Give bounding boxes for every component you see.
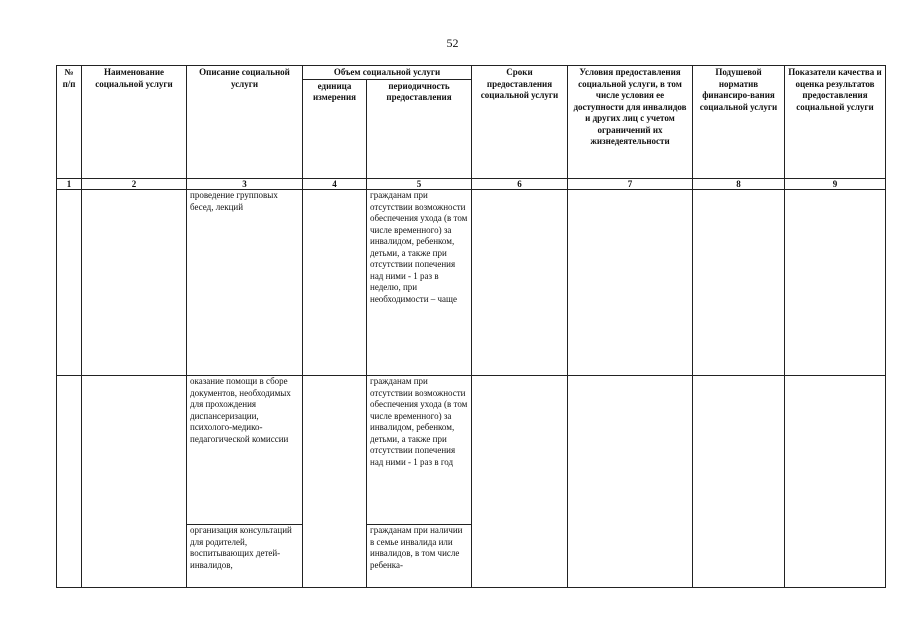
header-financing-norm: Подушевой норматив финансиро-вания социальной услуги	[693, 66, 785, 179]
cell-empty	[303, 190, 367, 376]
column-number: 9	[785, 179, 886, 190]
cell-periodicity: гражданам при отсутствии возможности обеспечения ухода (в том числе временного) за инвалидом, ребенком, детьми, а также при отсутствии попечения над ними - 1 раз в неделю, при необходимости – чаще	[367, 190, 472, 376]
column-number: 4	[303, 179, 367, 190]
column-numbers-row	[57, 179, 886, 190]
table-row	[57, 190, 886, 376]
header-service-name: Наименование социальной услуги	[82, 66, 187, 179]
column-number: 2	[82, 179, 187, 190]
header-periodicity: периодичность предоставления	[367, 79, 472, 179]
social-services-table	[56, 65, 886, 588]
header-terms: Сроки предоставления социальной услуги	[472, 66, 568, 179]
column-number: 3	[187, 179, 303, 190]
cell-empty	[693, 376, 785, 588]
cell-empty	[82, 190, 187, 376]
column-number: 1	[57, 179, 82, 190]
table-row	[57, 376, 886, 525]
cell-description: оказание помощи в сборе документов, необходимых для прохождения диспансеризации, психолого-медико-педагогической комиссии	[187, 376, 303, 525]
header-unit: единица измерения	[303, 79, 367, 179]
header-number: № п/п	[57, 66, 82, 179]
cell-empty	[693, 190, 785, 376]
column-number: 5	[367, 179, 472, 190]
header-row	[57, 66, 886, 80]
cell-empty	[82, 376, 187, 588]
cell-periodicity: гражданам при наличии в семье инвалида или инвалидов, в том числе ребенка-	[367, 525, 472, 588]
cell-empty	[57, 190, 82, 376]
cell-empty	[472, 190, 568, 376]
header-conditions: Условия предоставления социальной услуги, в том числе условия ее доступности для инвалидов и других лиц с учетом ограничений их жизнедеятельности	[568, 66, 693, 179]
cell-empty	[57, 376, 82, 588]
cell-empty	[568, 376, 693, 588]
column-number: 6	[472, 179, 568, 190]
cell-empty	[568, 190, 693, 376]
cell-empty	[785, 190, 886, 376]
cell-empty	[472, 376, 568, 588]
column-number: 7	[568, 179, 693, 190]
cell-description: организация консультаций для родителей, воспитывающих детей-инвалидов,	[187, 525, 303, 588]
cell-description: проведение групповых бесед, лекций	[187, 190, 303, 376]
column-number: 8	[693, 179, 785, 190]
cell-periodicity: гражданам при отсутствии возможности обеспечения ухода (в том числе временного) за инвалидом, ребенком, детьми, а также при отсутствии попечения над ними - 1 раз в год	[367, 376, 472, 525]
header-service-description: Описание социальной услуги	[187, 66, 303, 179]
header-quality-indicators: Показатели качества и оценка результатов предоставления социальной услуги	[785, 66, 886, 179]
cell-empty	[303, 376, 367, 588]
page-number: 52	[446, 36, 459, 50]
header-volume-group: Объем социальной услуги	[303, 66, 472, 80]
cell-empty	[785, 376, 886, 588]
